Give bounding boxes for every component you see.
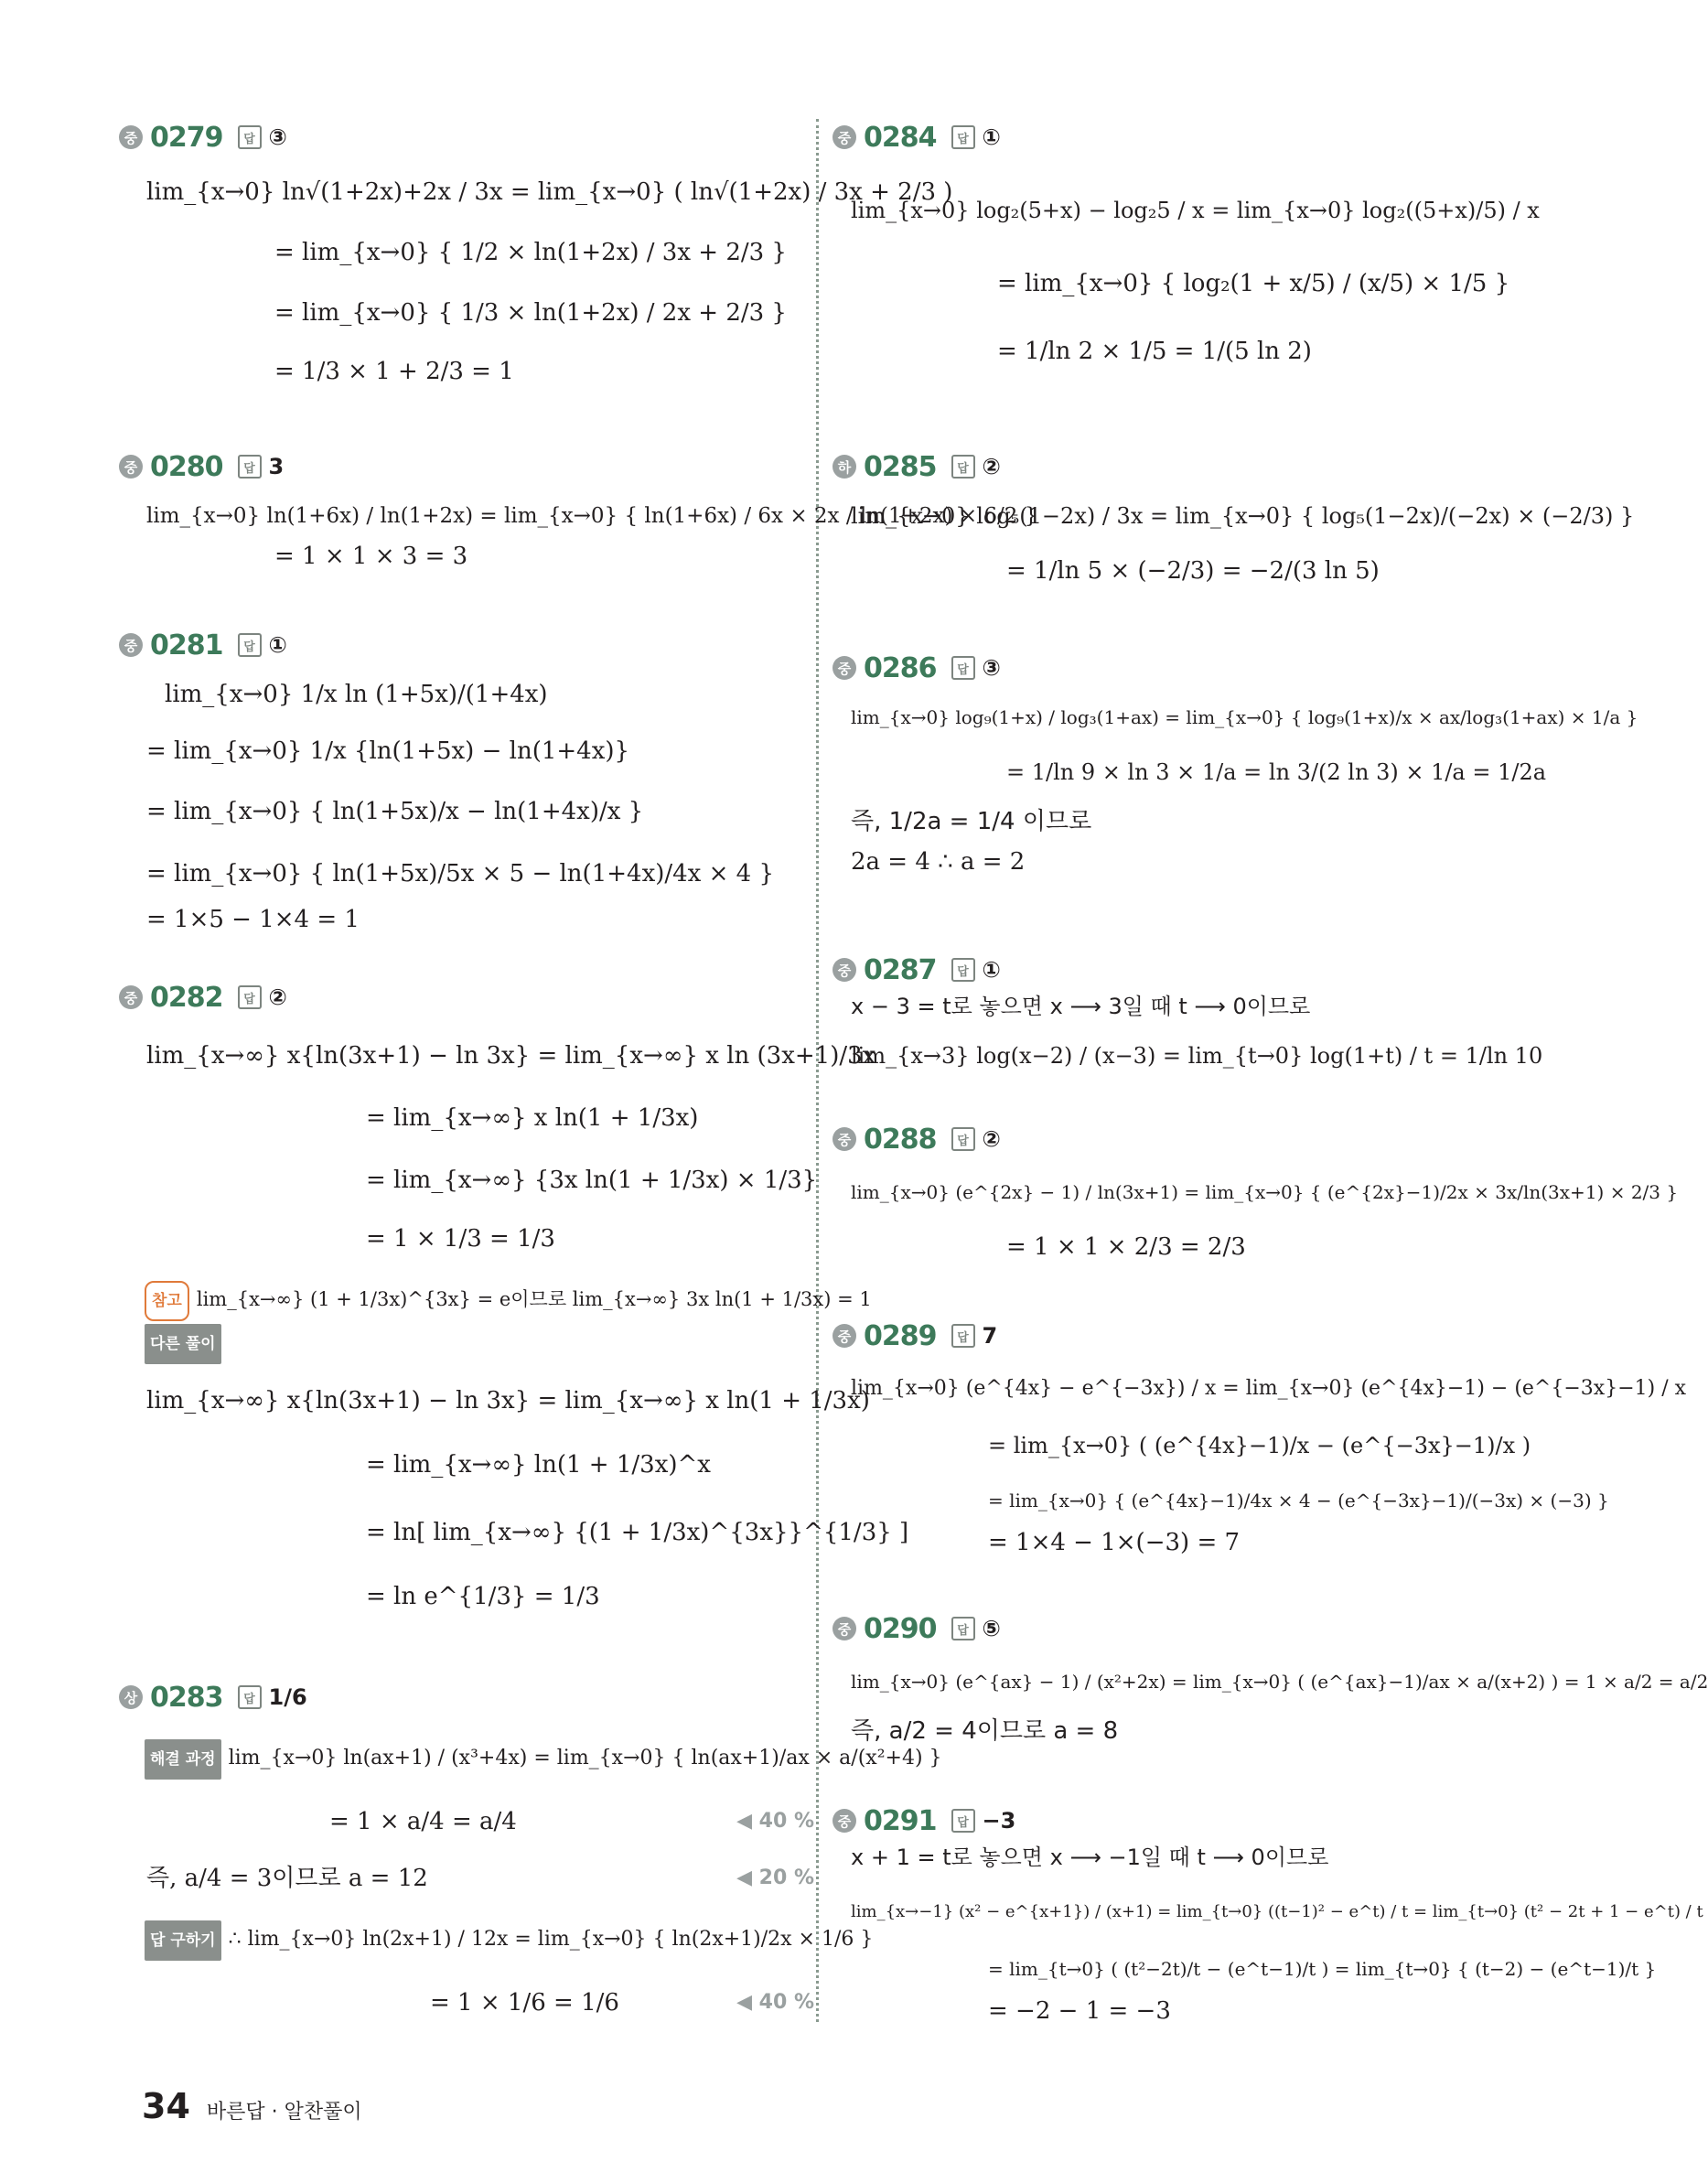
solution-line: = lim_{x→0} { 1/3 × ln(1+2x) / 2x + 2/3 }	[274, 299, 787, 327]
answer: ②	[982, 1126, 1001, 1152]
problem-number: 0283	[150, 1681, 223, 1714]
note-text: lim_{x→∞} (1 + 1/3x)^{3x} = e이므로 lim_{x→∞} 3x ln(1 + 1/3x) = 1	[196, 1288, 872, 1310]
answer-icon: 답	[951, 1809, 975, 1833]
solution-line: ∴ lim_{x→0} ln(2x+1) / 12x = lim_{x→0} { ln(2x+1)/2x × 1/6 }	[228, 1928, 874, 1951]
solution-line: = 1/ln 5 × (−2/3) = −2/(3 ln 5)	[1006, 557, 1380, 585]
problem-0287	[833, 952, 1546, 1074]
note-tag: 참고	[145, 1281, 189, 1321]
solution-line: lim_{x→0} 1/x ln (1+5x)/(1+4x)	[165, 681, 548, 708]
solution-line: = 1×4 − 1×(−3) = 7	[988, 1529, 1241, 1556]
answer: ②	[268, 984, 287, 1010]
level-badge: 중	[833, 125, 856, 149]
level-badge: 중	[833, 1324, 856, 1348]
level-badge: 중	[119, 125, 143, 149]
solution-line: = lim_{x→0} { ln(1+5x)/x − ln(1+4x)/x }	[146, 798, 644, 825]
answer: 3	[268, 454, 285, 479]
problem-number: 0286	[864, 651, 937, 684]
solution-line: = lim_{x→0} ( (e^{4x}−1)/x − (e^{−3x}−1)/x )	[988, 1433, 1531, 1458]
problem-number: 0284	[864, 121, 937, 154]
level-badge: 중	[833, 1809, 856, 1833]
problem-number: 0287	[864, 953, 937, 986]
solution-line: lim_{x→3} log(x−2) / (x−3) = lim_{t→0} log(1+t) / t = 1/ln 10	[851, 1043, 1543, 1069]
solution-line: = 1 × 1 × 3 = 3	[274, 543, 468, 570]
answer-icon: 답	[951, 1324, 975, 1348]
level-badge: 중	[833, 958, 856, 982]
answer: 7	[982, 1323, 998, 1349]
solution-line: lim_{x→0} (e^{2x} − 1) / ln(3x+1) = lim_{x→0} { (e^{2x}−1)/2x × 3x/ln(3x+1) × 2/3 }	[851, 1181, 1679, 1203]
solution-line: = 1 × 1 × 2/3 = 2/3	[1006, 1233, 1246, 1261]
solution-line: 2a = 4 ∴ a = 2	[851, 848, 1026, 876]
level-badge: 하	[833, 455, 856, 479]
solution-line: = 1 × a/4 = a/4	[329, 1808, 517, 1835]
problem-0288	[833, 1121, 1679, 1265]
solution-line: lim_{x→0} log₅(1−2x) / 3x = lim_{x→0} { log₅(1−2x)/(−2x) × (−2/3) }	[851, 503, 1635, 529]
answer: −3	[982, 1808, 1016, 1834]
level-badge: 중	[833, 1127, 856, 1151]
solution-line: = 1 × 1/6 = 1/6	[430, 1989, 619, 2017]
level-badge: 중	[119, 455, 143, 479]
solution-line: lim_{x→0} log₉(1+x) / log₃(1+ax) = lim_{x→0} { log₉(1+x)/x × ax/log₃(1+ax) × 1/a }	[851, 706, 1638, 728]
score-percent: ◀ 20 %	[736, 1866, 814, 1889]
answer: ②	[982, 454, 1001, 479]
page-number: 34	[142, 2086, 190, 2126]
problem-number: 0282	[150, 981, 223, 1014]
level-badge: 중	[833, 656, 856, 680]
solution-line: lim_{x→−1} (x² − e^{x+1}) / (x+1) = lim_{t→0} ((t−1)² − e^t) / t = lim_{t→0} (t² − 2t + 1 − e^t) / t	[851, 1902, 1703, 1921]
problem-0291	[833, 1802, 1703, 2029]
level-badge: 중	[119, 633, 143, 657]
solution-line: = ln[ lim_{x→∞} {(1 + 1/3x)^{3x}}^{1/3} ]	[366, 1519, 909, 1546]
score-percent: ◀ 40 %	[736, 1810, 814, 1833]
level-badge: 중	[119, 985, 143, 1009]
solution-line: = lim_{x→0} { log₂(1 + x/5) / (x/5) × 1/5 }	[997, 270, 1510, 297]
answer: ⑤	[982, 1616, 1001, 1641]
answer-icon: 답	[951, 455, 975, 479]
problem-0286	[833, 650, 1638, 880]
answer-icon: 답	[238, 1685, 262, 1709]
problem-0290	[833, 1610, 1708, 1749]
problem-number: 0289	[864, 1319, 937, 1352]
answer-icon: 답	[238, 985, 262, 1009]
answer: 1/6	[268, 1684, 307, 1710]
solution-line: = 1/3 × 1 + 2/3 = 1	[274, 358, 514, 385]
solution-line: = lim_{x→∞} {3x ln(1 + 1/3x) × 1/3}	[366, 1167, 818, 1194]
problem-number: 0279	[150, 121, 223, 154]
step-tag-process: 해결 과정	[145, 1739, 221, 1780]
solution-line: = ln e^{1/3} = 1/3	[366, 1583, 600, 1610]
solution-line: 즉, 1/2a = 1/4 이므로	[851, 808, 1092, 835]
solution-line: = lim_{x→0} { 1/2 × ln(1+2x) / 3x + 2/3 }	[274, 239, 787, 266]
solution-line: 즉, a/4 = 3이므로 a = 12	[146, 1865, 428, 1892]
solution-line: x + 1 = t로 놓으면 x ⟶ −1일 때 t ⟶ 0이므로	[851, 1845, 1329, 1870]
answer-icon: 답	[951, 1127, 975, 1151]
solution-line: lim_{x→0} (e^{4x} − e^{−3x}) / x = lim_{x→0} (e^{4x}−1) − (e^{−3x}−1) / x	[851, 1377, 1687, 1400]
answer-icon: 답	[951, 125, 975, 149]
answer-icon: 답	[238, 125, 262, 149]
score-percent: ◀ 40 %	[736, 1991, 814, 2014]
page-footer	[142, 2086, 362, 2126]
answer: ①	[268, 632, 287, 658]
problem-0285	[833, 448, 1635, 589]
answer: ③	[268, 124, 287, 150]
solution-line: lim_{x→0} log₂(5+x) − log₂5 / x = lim_{x→0} log₂((5+x)/5) / x	[851, 198, 1540, 223]
solution-line: lim_{x→0} ln(1+6x) / ln(1+2x) = lim_{x→0} { ln(1+6x) / 6x × 2x / ln(1+2x) × 6/2 }	[146, 504, 1038, 528]
problem-0281	[119, 627, 833, 938]
solution-line: = 1 × 1/3 = 1/3	[366, 1225, 555, 1253]
problem-number: 0290	[864, 1612, 937, 1645]
answer: ③	[982, 655, 1001, 681]
solution-line: lim_{x→∞} x{ln(3x+1) − ln 3x} = lim_{x→∞} x ln (3x+1)/3x	[146, 1042, 876, 1070]
solution-line: x − 3 = t로 놓으면 x ⟶ 3일 때 t ⟶ 0이므로	[851, 994, 1311, 1019]
answer-icon: 답	[951, 1617, 975, 1640]
answer-icon: 답	[951, 958, 975, 982]
problem-number: 0285	[864, 450, 937, 483]
solution-line: = lim_{t→0} ( (t²−2t)/t − (e^t−1)/t ) = lim_{t→0} { (t−2) − (e^t−1)/t }	[988, 1958, 1657, 1980]
book-title: 바른답 · 알찬풀이	[206, 2101, 362, 2124]
answer-icon: 답	[951, 656, 975, 680]
problem-number: 0288	[864, 1123, 937, 1156]
answer: ①	[982, 957, 1001, 983]
solution-line: = 1×5 − 1×4 = 1	[146, 906, 360, 933]
solution-line: = lim_{x→0} { (e^{4x}−1)/4x × 4 − (e^{−3x}−1)/(−3x) × (−3) }	[988, 1490, 1609, 1511]
solution-line: = lim_{x→0} 1/x {ln(1+5x) − ln(1+4x)}	[146, 737, 630, 765]
solution-line: = 1/ln 2 × 1/5 = 1/(5 ln 2)	[997, 338, 1312, 365]
solution-line: = 1/ln 9 × ln 3 × 1/a = ln 3/(2 ln 3) × 1/a = 1/2a	[1006, 759, 1547, 785]
problem-0289	[833, 1318, 1687, 1561]
problem-number: 0281	[150, 629, 223, 662]
step-tag-answer: 답 구하기	[145, 1920, 221, 1961]
answer-icon: 답	[238, 633, 262, 657]
solution-line: = −2 − 1 = −3	[988, 1997, 1171, 2025]
solution-line: 즉, a/2 = 4이므로 a = 8	[851, 1717, 1119, 1745]
problem-0284	[833, 119, 1546, 370]
level-badge: 중	[833, 1617, 856, 1640]
problem-number: 0280	[150, 450, 223, 483]
solution-line: lim_{x→0} (e^{ax} − 1) / (x²+2x) = lim_{x→0} ( (e^{ax}−1)/ax × a/(x+2) ) = 1 × a/2 = a/2	[851, 1671, 1708, 1693]
solution-line: = lim_{x→0} { ln(1+5x)/5x × 5 − ln(1+4x)/4x × 4 }	[146, 860, 775, 887]
solution-line: lim_{x→0} ln√(1+2x)+2x / 3x = lim_{x→0} ( ln√(1+2x) / 3x + 2/3 )	[146, 178, 953, 206]
solution-line: = lim_{x→∞} x ln(1 + 1/3x)	[366, 1104, 699, 1132]
answer: ①	[982, 124, 1001, 150]
problem-number: 0291	[864, 1804, 937, 1837]
solution-line: lim_{x→0} ln(ax+1) / (x³+4x) = lim_{x→0} { ln(ax+1)/ax × a/(x²+4) }	[228, 1747, 942, 1769]
level-badge: 상	[119, 1685, 143, 1709]
solution-line: = lim_{x→∞} ln(1 + 1/3x)^x	[366, 1451, 711, 1479]
solution-line: lim_{x→∞} x{ln(3x+1) − ln 3x} = lim_{x→∞} x ln(1 + 1/3x)	[146, 1387, 870, 1414]
answer-icon: 답	[238, 455, 262, 479]
alt-solution-tag: 다른 풀이	[145, 1324, 221, 1364]
